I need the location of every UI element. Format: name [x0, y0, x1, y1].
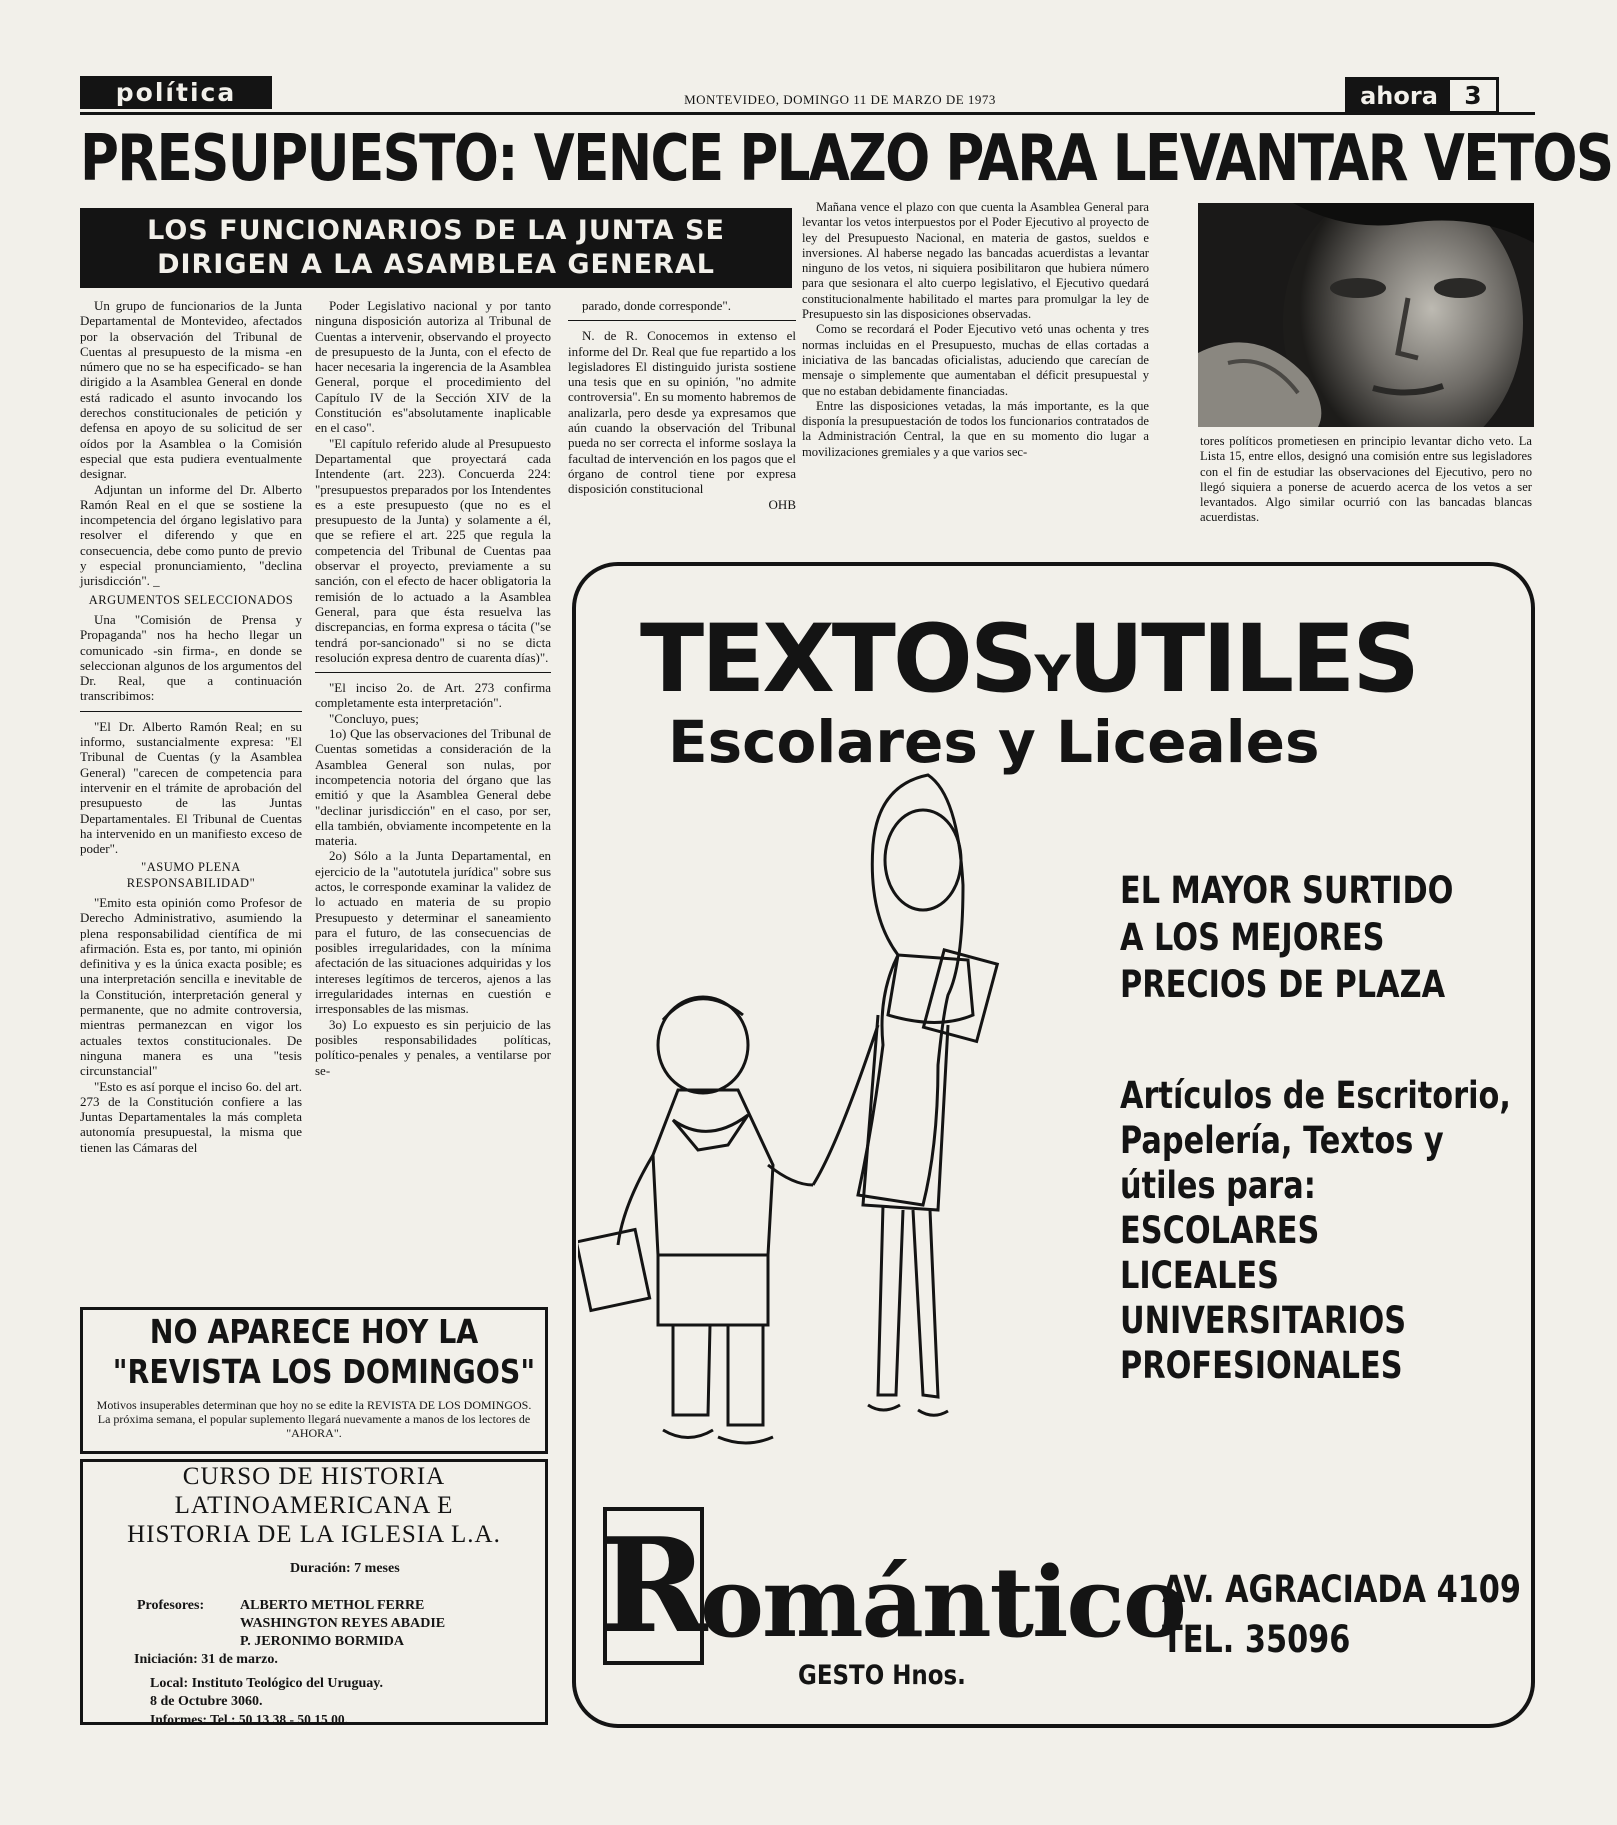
article-column-3 — [568, 298, 796, 512]
notice-title — [112, 1312, 536, 1392]
page-number: 3 — [1450, 80, 1496, 111]
subheadline-line-2: DIRIGEN A LA ASAMBLEA GENERAL — [157, 249, 715, 280]
paragraph: 1o) Que las observaciones del Tribunal de Cuentas sometidas a consideración de la Asamblea General son nulas, por incompetencia notoria del órgano que las emitió y que la Asamblea General debe "declinar jurisdicción" en el caso, por ser, ella también, obviamente incompetente en la materia. — [315, 726, 551, 849]
ad-title-utiles: UTILES — [1067, 605, 1417, 714]
article-column-4 — [802, 200, 1149, 460]
ad-title-y: Y — [1034, 645, 1068, 703]
ad-title — [640, 605, 1417, 714]
paragraph: tores políticos prometiesen en principio levantar dicho veto. La Lista 15, entre ellos, designó una comisión entre sus legisladores con el fin de estudiar las observaciones del Ejecutivo, pero no llegó siquiera a ponerse de acuerdo acerca de los vetos a ser levantados. Algo similar ocurrió con las bancadas blancas acuerdistas. — [1200, 434, 1532, 525]
course-start: Iniciación: 31 de marzo. — [134, 1652, 278, 1667]
course-professors-label: Profesores: — [137, 1598, 205, 1613]
ad-products-line: útiles para: — [1120, 1164, 1316, 1207]
course-title — [80, 1462, 548, 1549]
portrait-photo — [1198, 203, 1534, 427]
course-title-line: HISTORIA DE LA IGLESIA L.A. — [127, 1521, 501, 1548]
ad-address-line: AV. AGRACIADA 4109 — [1162, 1568, 1522, 1611]
ad-products-line: PROFESIONALES — [1120, 1344, 1403, 1387]
paragraph: Como se recordará el Poder Ejecutivo vetó unas ochenta y tres normas incluidas en el Presupuesto, muchas de ellas cortadas a iniciativa de las bancadas oficialistas, aduciendo que carecían de mensaje o simplemente que aumentaban el déficit presupuestal y que no estaban debidamente financiadas. — [802, 322, 1149, 398]
ad-title-textos: TEXTOS — [640, 605, 1035, 714]
article-column-1 — [80, 298, 302, 1155]
notice-title-line-2: "REVISTA LOS DOMINGOS" — [112, 1352, 536, 1391]
course-info: Informes: Tel.: 50 13 38 - 50 15 00. — [150, 1712, 348, 1727]
ad-subtitle: Escolares y Liceales — [668, 708, 1320, 776]
article-column-2 — [315, 298, 551, 1078]
paragraph: Poder Legislativo nacional y por tanto ninguna disposición autoriza al Tribunal de Cuentas a intervenir, observando el proyecto de presupuesto de la Junta, con el efecto de hacer necesaria la ingerencia de la Asamblea General, porque el procedimiento del Capítulo IV de la Sección XIV de la Constitución es"absolutamente inaplicable en el caso". — [315, 298, 551, 436]
author-signature: OHB — [768, 496, 796, 512]
ad-products-line: Papelería, Textos y — [1120, 1119, 1444, 1162]
subhead: ARGUMENTOS SELECCIONADOS — [88, 592, 294, 607]
paragraph: "Esto es así porque el inciso 6o. del art. 273 de la Constitución confiere a las Juntas Departamentales la más completa autonomía presupuestal, la misma que tienen las Cámaras del — [80, 1078, 302, 1155]
course-title-line: LATINOAMERICANA E — [174, 1492, 454, 1519]
ad-products-line: Artículos de Escritorio, — [1120, 1074, 1511, 1117]
paragraph: "El inciso 2o. de Art. 273 confirma completamente esta interpretación". — [315, 680, 551, 711]
paragraph: 3o) Lo expuesto es sin perjuicio de las posibles responsabilidades políticas, político-penales y penales, a ventilarse por se- — [315, 1016, 551, 1078]
ad-maker: GESTO Hnos. — [798, 1660, 966, 1691]
paragraph: "Concluyo, pues; — [329, 710, 419, 726]
ad-products-list — [1120, 1073, 1511, 1388]
course-location: Local: Instituto Teológico del Uruguay. — [150, 1676, 383, 1691]
article-column-5 — [1200, 434, 1532, 526]
column-divider — [80, 711, 302, 712]
course-professor: WASHINGTON REYES ABADIE — [240, 1616, 446, 1631]
header-rule — [80, 112, 1535, 115]
course-duration: Duración: 7 meses — [290, 1561, 400, 1576]
paragraph: Adjuntan un informe del Dr. Alberto Ramón Real en el que se sostiene la incompetencia del órgano legislativo para resolver el diferendo y que en consecuencia, debe como punto de previo y especial pronunciamiento, "declina jurisdicción". _ — [80, 481, 302, 589]
subhead: "ASUMO PLENA RESPONSABILIDAD" — [126, 860, 256, 890]
paragraph: N. de R. Conocemos in extenso el informe del Dr. Real que fue repartido a los legisladores El distinguido jurista sostiene una tesis que en su opinión, "no admite controversia". En su momento habremos de analizarla, pero desde ya expresamos que aún cuando la observación del Tribunal pueda no ser correcta el informe soslaya la facultad de intervención en los pagos que el órgano de control tiene por expresa disposición constitucional — [568, 328, 796, 497]
column-divider — [315, 672, 551, 673]
paragraph: parado, donde corresponde". — [582, 298, 731, 313]
paragraph: Una "Comisión de Prensa y Propaganda" nos ha hecho llegar un comunicado -sin firma-, en donde se seleccionan algunos de los argumentos del Dr. Real, que a continuación transcribimos: — [80, 611, 302, 704]
course-professor: P. JERONIMO BORMIDA — [240, 1634, 404, 1649]
brand-name: ahora — [1360, 81, 1438, 110]
column-divider — [568, 320, 796, 321]
newspaper-brand — [1345, 77, 1499, 114]
ad-slogan-line: A LOS MEJORES — [1120, 916, 1385, 959]
children-illustration — [578, 765, 1018, 1505]
paragraph: "El Dr. Alberto Ramón Real; en su informo, sustancialmente expresa: "El Tribunal de Cuentas (y la Asamblea General) "carecen de competencia para intervenir en el trámite de aprobación del presupuesto de las Juntas Departamentales. El Tribunal de Cuentas ha intervenido en un manifiesto exceso de poder". — [80, 718, 302, 857]
notice-title-line-1: NO APARECE HOY LA — [149, 1312, 479, 1351]
headline: PRESUPUESTO: VENCE PLAZO PARA LEVANTAR VETOS — [80, 122, 1613, 196]
ad-products-line: UNIVERSITARIOS — [1120, 1299, 1407, 1342]
course-location: 8 de Octubre 3060. — [150, 1694, 263, 1709]
notice-body: Motivos insuperables determinan que hoy no se edite la REVISTA DE LOS DOMINGOS. La próxima semana, el popular suplemento llegará nuevamente a manos de los lectores de "AHORA". — [96, 1398, 532, 1440]
subheadline-line-1: LOS FUNCIONARIOS DE LA JUNTA SE — [147, 215, 725, 246]
ad-slogan — [1120, 867, 1453, 1008]
ad-products-line: ESCOLARES — [1120, 1209, 1320, 1252]
ad-slogan-line: PRECIOS DE PLAZA — [1120, 963, 1446, 1006]
course-professor: ALBERTO METHOL FERRE — [240, 1598, 425, 1613]
subheadline-banner — [80, 208, 792, 288]
paragraph: Un grupo de funcionarios de la Junta Departamental de Montevideo, afectados por la observación del Tribunal de Cuentas al presupuesto de la misma -en número que no se ha especificado- se han dirigido a la Asamblea General en donde está radicado el asunto invocando los derechos constitucionales de petición y defensa en apoyo de su solicitud de ser oídos por la Asamblea o la Comisión especial que esta pudiera eventualmente designar. — [80, 298, 302, 482]
paragraph: "El capítulo referido alude al Presupuesto Departamental que proyectará cada Intendente (art. 223). Concuerda 224: "presupuestos preparados por los Intendentes es a este presupuesto (que no es el presupuesto de la Junta) y solamente a él, que se refiere el art. 225 que regula la competencia del Tribunal de Cuentas paa observar el proyecto, previamente a su sanción, con el efecto de hacer obligatoria la remisión de lo actuado a la Asamblea General, para que ésta resuelva las discrepancias, en forma expresa o tácita ("se tendrá por-sancionado" si no se dicta resolución expresa dentro de cuarenta días)". — [315, 435, 551, 665]
ad-slogan-line: EL MAYOR SURTIDO — [1120, 869, 1454, 912]
ad-products-line: LICEALES — [1120, 1254, 1280, 1297]
paragraph: 2o) Sólo a la Junta Departamental, en ejercicio de la "autotutela jurídica" sobre sus actos, le corresponde examinar la validez de lo actuado en materia de su propio Presupuesto y determinar el saneamiento para el futuro, de las consecuencias de posibles irregularidades, con la mínima afectación de las situaciones adquiridas y los intereses legítimos de terceros, ajenos a las irregularidades internas en cuestión e irresponsables de las mismas. — [315, 848, 551, 1017]
section-tag: política — [80, 76, 272, 109]
paragraph: Mañana vence el plazo con que cuenta la Asamblea General para levantar los vetos interpuestos por el Poder Ejecutivo al proyecto de ley del Presupuesto Nacional, en materia de gastos, sueldos e inversiones. Al haberse negado las bancadas acuerdistas a levantar ninguno de los vetos, ni siquiera posibilitaron que hubiera número para que sesionara el alto cuerpo legislativo, el Ejecutivo quedará constitucionalmente habilitado el martes para promulgar la ley de Presupuesto sin las disposiciones observadas. — [802, 200, 1149, 322]
paragraph: "Emito esta opinión como Profesor de Derecho Administrativo, asumiendo la plena responsabilidad científica de mi afirmación. Esta es, por tanto, mi opinión definitiva y es la única exacta posible; es una interpretación sencilla e inevitable de la Constitución, interpretación general y permanente, que no admite controversia, mientras permanezcan en vigor los actuales textos constitucionales. De ninguna manera es una "tesis circunstancial" — [80, 894, 302, 1079]
ad-brand-initial: R — [603, 1507, 704, 1665]
dateline: MONTEVIDEO, DOMINGO 11 DE MARZO DE 1973 — [684, 92, 996, 107]
ad-address — [1162, 1565, 1521, 1665]
course-title-line: CURSO DE HISTORIA — [182, 1463, 446, 1490]
paragraph: Entre las disposiciones vetadas, la más importante, es la que disponía la presupuestación de todos los funcionarios contratados de la Administración Central, la que en su momento dio lugar a movilizaciones gremiales y a que varios sec- — [802, 398, 1149, 459]
ad-brand-name — [700, 1546, 1185, 1659]
ad-phone-line: TEL. 35096 — [1162, 1618, 1351, 1661]
ad-brand-rest: omántico — [700, 1546, 1185, 1659]
